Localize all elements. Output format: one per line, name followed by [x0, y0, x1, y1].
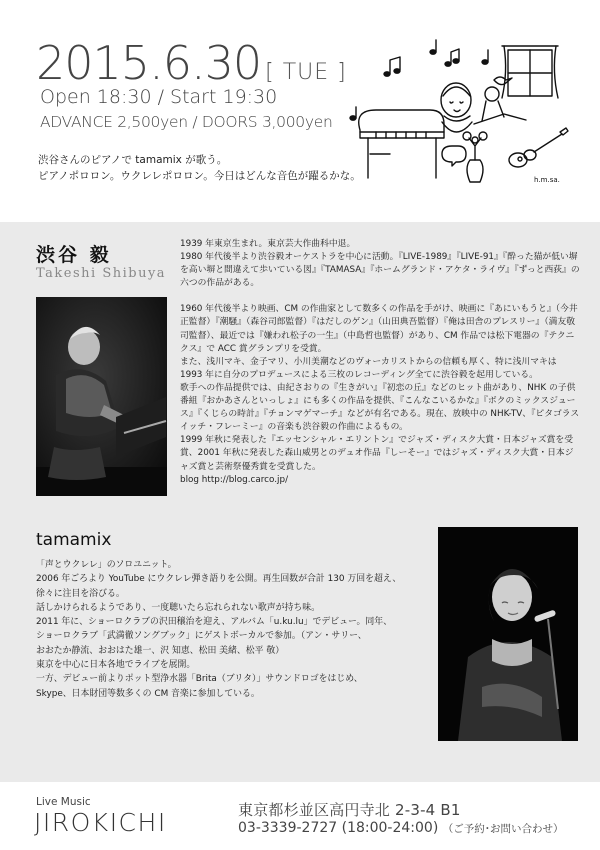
event-date — [36, 36, 347, 90]
event-day-of-week: [ TUE ] — [265, 60, 347, 85]
tamamix-bio-line: 東京を中心に日本各地でライブを展開。 — [36, 660, 196, 671]
intro-line: 渋谷さんのピアノで tamamix が歌う。 — [38, 154, 228, 166]
intro-line: ピアノポロロン。ウクレレポロロン。今日はどんな音色が躍るかな。 — [38, 170, 361, 182]
singer-icon — [441, 83, 472, 132]
shibuya-bio-paragraph: 1960 年代後半より映画、CM の作曲家として数多くの作品を手がけ、映画に『あにいもうと』（今井正監督）『潮騒』（森谷司郎監督）『はだしのゲン』（山田典吾監督）『俺は田舎のプレスリー』（満友敬司監督）、最近では『嫌われ松子の一生』（中島哲也監督）があり、CM 作品では松下電器の『テクニクス』で ACC 賞グランプリを受賞。 また、浅川マキ、金子マリ、小川美潮などのヴォーカリストからの信頼も厚く、特に浅川マキは 1993 年に自分のプロデュースによる三枚のレコーディング全てに渋谷毅を起用している。 歌手への作品提供では、由紀さおりの『生きがい』『初恋の丘』などのヒット曲があり、NHK の子供番組『おかあさんといっしょ』にも多くの作品を提供、『こんなこいるかな』『ボクのミックスジュース』『くじらの時計』『チョンマゲマーチ』などが有名である。現在、放映中の NHK-TV、『ピタゴラスイッチ・フレーミー』の音楽も渋谷毅の作曲によるもの。 1999 年秋に発表した『エッセンシャル・エリントン』でジャズ・ディスク大賞・日本ジャズ賞を受賞、2001 年秋に発表した森山威男とのデュオ作品『しーそー』ではジャズ・ディスク大賞・日本ジャズ賞と芸術祭優秀賞を受賞した。 blog http://blog.carco.jp/ — [180, 304, 580, 485]
venue-address: 東京都杉並区高円寺北 2-3-4 B1 — [238, 801, 461, 819]
tamamix-bio-line: 2006 年ごろより YouTube にウクレレ弾き語りを公開。再生回数が合計 130 万回を超え、 — [36, 574, 402, 585]
window-icon — [502, 46, 558, 98]
tamamix-bio-line: 「声とウクレレ」のソロユニット。 — [36, 560, 177, 570]
venue-phone-note: （ご予約･お問い合わせ） — [442, 823, 564, 835]
illustration-signature: h.m.sa. — [534, 176, 560, 184]
tamamix-bio-line: 2011 年に、ショーロクラブの沢田穣治を迎え、アルバム「u.ku.lu」でデビュー。同年、 — [36, 617, 393, 628]
tamamix-name: tamamix — [36, 530, 112, 550]
music-note-icon — [384, 57, 400, 76]
venue-phone — [238, 820, 564, 836]
venue-name: JIROKICHI — [34, 808, 167, 837]
tamamix-bio-line: 一方、デビュー前よりポット型浄水器「Brita（ブリタ）」サウンドロゴをはじめ、 — [36, 674, 363, 685]
tamamix-bio-line: Skype、日本財団等数多くの CM 音楽に参加している。 — [36, 688, 260, 699]
tamamix-photo — [438, 527, 578, 741]
pianist-image — [36, 297, 167, 496]
shibuya-bio — [180, 238, 580, 500]
speech-bubble-icon — [442, 146, 466, 166]
venue-label: Live Music — [36, 796, 91, 808]
ticket-prices: ADVANCE 2,500yen / DOORS 3,000yen — [40, 113, 333, 131]
bird-icon — [494, 77, 512, 85]
tamamix-bio-line: おおたか静流、おおはた雄一、沢 知恵、松田 美緒、松平 敬） — [36, 645, 285, 656]
tamamix-bio — [36, 558, 436, 701]
vase-flower-icon — [463, 132, 487, 182]
event-date-value: 2015.6.30 — [36, 36, 262, 90]
tamamix-bio-line: 話しかけられるようであり、一度聴いたら忘れられない歌声が持ち味。 — [36, 602, 320, 613]
music-note-icon — [430, 40, 436, 54]
music-note-icon — [482, 50, 488, 64]
shibuya-photo — [36, 297, 167, 496]
ukulele-player-icon — [474, 87, 526, 124]
ukulele-icon — [509, 128, 568, 167]
singer-image — [438, 527, 578, 741]
shibuya-bio-paragraph: 1939 年東京生まれ。東京芸大作曲科中退。 1980 年代後半より渋谷毅オーケストラを中心に活動。『LIVE-1989』『LIVE-91』『酔った猫が低い塀を高い塀と間違えて歩いている図』『TAMASA』『ホームグランド・アケタ・ライヴ』『ずっと西荻』の六つの作品がある。 — [180, 239, 580, 289]
event-intro — [38, 152, 361, 184]
piano-icon — [359, 110, 444, 178]
shibuya-name-en: Takeshi Shibuya — [36, 266, 167, 281]
hand-drawn-illustration — [346, 36, 574, 186]
shibuya-name-jp: 渋谷 毅 — [36, 244, 112, 266]
tamamix-bio-line: 徐々に注目を浴びる。 — [36, 588, 125, 599]
tamamix-bio-line: ショーロクラブ「武満徹ソングブック」にゲストボーカルで参加。（アン・サリー、 — [36, 631, 367, 642]
venue-phone-number: 03-3339-2727 (18:00-24:00) — [238, 820, 439, 836]
event-times: Open 18:30 / Start 19:30 — [40, 86, 278, 108]
music-note-icon — [350, 107, 356, 120]
music-note-icon — [445, 49, 459, 66]
